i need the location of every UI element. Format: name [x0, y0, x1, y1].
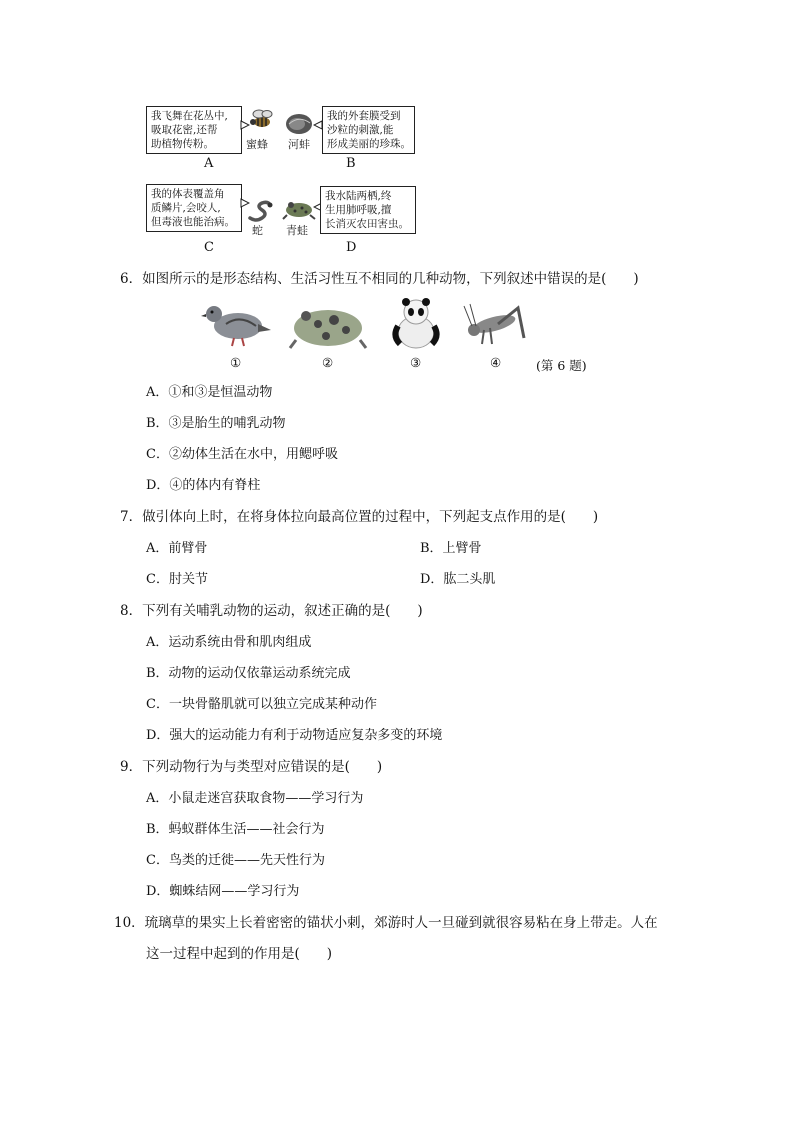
- bubble-d: 我水陆两栖,终 生用肺呼吸,擅 长消灭农田害虫。: [320, 186, 416, 234]
- frog-name: 青蛙: [286, 224, 308, 237]
- q7-option-b[interactable]: B．上臂骨: [420, 541, 482, 556]
- frog-icon: [282, 198, 316, 220]
- bee-name: 蜜蜂: [246, 138, 268, 151]
- bee-icon: [246, 106, 276, 134]
- q10-stem-line1: 10．琉璃草的果实上长着密密的锚状小刺，郊游时人一旦碰到就很容易粘在身上带走。人在: [114, 915, 658, 931]
- q9-option-d[interactable]: D．蜘蛛结网——学习行为: [146, 884, 300, 899]
- figure-label-2: ②: [322, 355, 334, 370]
- q8-stem: 8．下列有关哺乳动物的运动，叙述正确的是( ): [120, 603, 423, 619]
- q9-option-c[interactable]: C．鸟类的迁徙——先天性行为: [146, 853, 325, 868]
- q10-stem-line2: 这一过程中起到的作用是( ): [146, 946, 333, 962]
- panda-icon: [390, 296, 442, 350]
- frog-icon: [288, 300, 368, 350]
- bubble-b: 我的外套膜受到 沙粒的刺激,能 形成美丽的珍珠。: [322, 106, 415, 154]
- q6-stem: 6．如图所示的是形态结构、生活习性互不相同的几种动物，下列叙述中错误的是( ): [120, 271, 639, 287]
- q6-option-a[interactable]: A．①和③是恒温动物: [146, 385, 273, 400]
- q7-option-c[interactable]: C．肘关节: [146, 572, 208, 587]
- q8-option-d[interactable]: D．强大的运动能力有利于动物适应复杂多变的环境: [146, 728, 443, 743]
- q9-option-b[interactable]: B．蚂蚁群体生活——社会行为: [146, 822, 325, 837]
- q7-stem: 7．做引体向上时，在将身体拉向最高位置的过程中，下列起支点作用的是( ): [120, 509, 599, 525]
- letter-d: D: [346, 240, 357, 255]
- q8-option-a[interactable]: A．运动系统由骨和肌肉组成: [146, 635, 312, 650]
- letter-c: C: [204, 240, 214, 255]
- mussel-icon: [284, 111, 314, 137]
- q9-stem: 9．下列动物行为与类型对应错误的是( ): [120, 759, 383, 775]
- grasshopper-icon: [462, 298, 528, 350]
- bubble-a: 我飞舞在花丛中, 吸取花密,还帮 助植物传粉。: [146, 106, 242, 154]
- q6-option-b[interactable]: B．③是胎生的哺乳动物: [146, 416, 286, 431]
- figure-label-4: ④: [490, 355, 502, 370]
- figure-label-1: ①: [230, 355, 242, 370]
- figure-caption: (第 6 题): [536, 358, 587, 373]
- q7-option-a[interactable]: A．前臂骨: [146, 541, 208, 556]
- mussel-name: 河蚌: [288, 138, 310, 151]
- q8-option-c[interactable]: C．一块骨骼肌就可以独立完成某种动作: [146, 697, 377, 712]
- q7-option-d[interactable]: D．肱二头肌: [420, 572, 496, 587]
- pigeon-icon: [200, 296, 272, 348]
- figure-label-3: ③: [410, 355, 422, 370]
- q9-option-a[interactable]: A．小鼠走迷宫获取食物——学习行为: [146, 791, 364, 806]
- snake-name: 蛇: [252, 224, 263, 237]
- letter-a: A: [204, 156, 214, 171]
- snake-icon: [246, 200, 274, 224]
- bubble-c: 我的体表覆盖角 质鳞片,会咬人, 但毒液也能治病。: [146, 184, 242, 232]
- q6-option-c[interactable]: C．②幼体生活在水中，用鳃呼吸: [146, 447, 338, 462]
- q8-option-b[interactable]: B．动物的运动仅依靠运动系统完成: [146, 666, 351, 681]
- q6-option-d[interactable]: D．④的体内有脊柱: [146, 478, 261, 493]
- letter-b: B: [346, 156, 356, 171]
